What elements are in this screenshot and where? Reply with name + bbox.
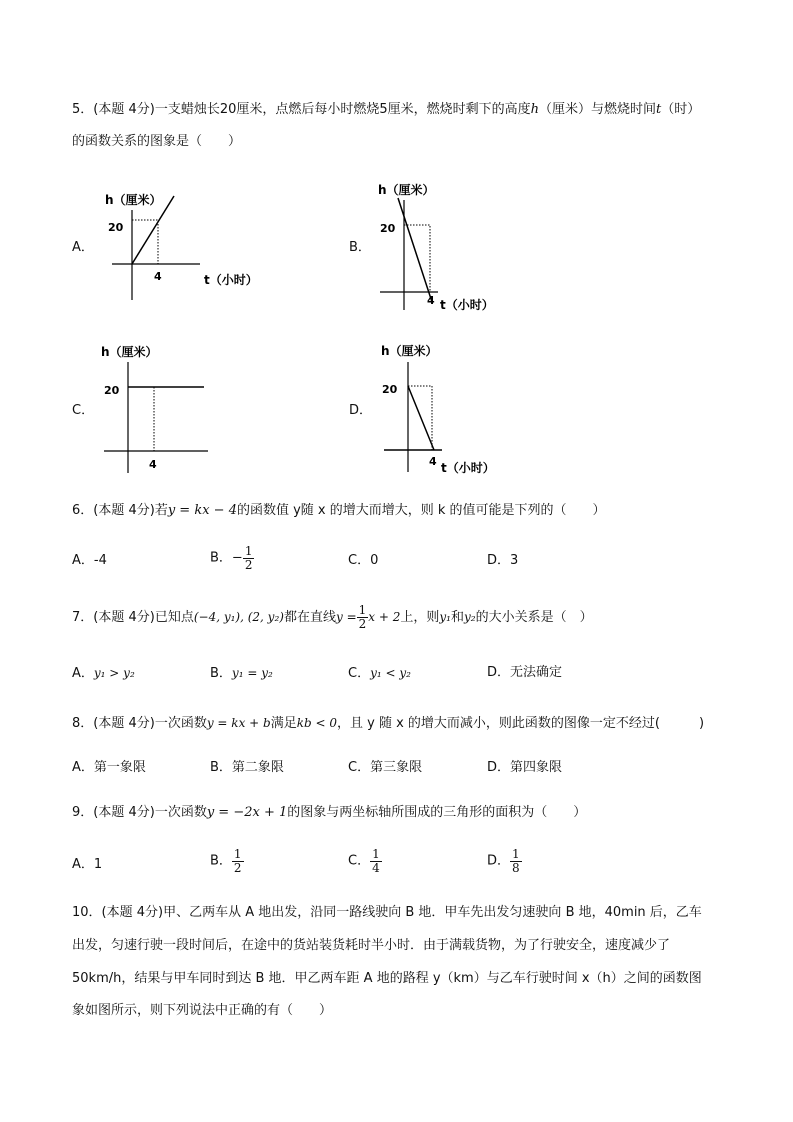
- graph-a-x-axis-label: t（小时）: [204, 273, 258, 287]
- q6-formula: y = kx − 4: [167, 503, 237, 518]
- q6-option-b: B．− $\frac{1}{2}$: [210, 544, 253, 572]
- q7-option-b: B．y₁ = y₂: [210, 666, 273, 681]
- graph-c-y-tick: 20: [104, 384, 120, 397]
- graph-a-y-tick: 20: [108, 221, 124, 234]
- q8-option-c: C．第三象限: [348, 760, 423, 775]
- q9-option-c-fraction: $\frac{1}{4}$: [372, 847, 380, 875]
- q9-option-c: C． $\frac{1}{4}$: [348, 847, 380, 875]
- graph-b-y-tick: 20: [380, 222, 396, 235]
- graph-a-x-tick: 4: [154, 270, 162, 283]
- graph-d-x-tick: 4: [429, 455, 437, 468]
- q7-points: (−4, y₁), (2, y₂): [193, 610, 284, 624]
- graph-c-x-tick: 4: [149, 458, 157, 471]
- q9-formula: y = −2x + 1: [206, 805, 288, 820]
- q9-option-b-fraction: $\frac{1}{2}$: [233, 847, 242, 875]
- graph-b-y-axis-label: h（厘米）: [378, 183, 435, 197]
- q8-condition: kb < 0: [296, 716, 337, 730]
- q8-option-b: B．第二象限: [210, 760, 284, 775]
- q6-stem: 6．(本题 4分)若y = kx − 4的函数值 y随 x 的增大而增大，则 k 的值可能是下列的（ ）: [72, 503, 606, 518]
- graph-b: [374, 176, 534, 316]
- graph-a-y-axis-label: h（厘米）: [105, 193, 162, 207]
- q5-line2: 的函数关系的图象是（ ）: [72, 134, 242, 149]
- graph-a-label: A．: [72, 240, 94, 255]
- graph-d-y-tick: 20: [382, 383, 398, 396]
- graph-d-x-axis-label: t（小时）: [441, 461, 495, 475]
- q7-option-a: A．y₁ > y₂: [72, 666, 135, 681]
- q9-stem: 9．(本题 4分)一次函数y = −2x + 1的图象与两坐标轴所围成的三角形的面积为（ ）: [72, 805, 587, 820]
- q10-line2: 出发，匀速行驶一段时间后，在途中的货站装货耗时半小时．由于满载货物，为了行驶安全，速度减少了: [72, 938, 671, 953]
- q6-option-b-fraction: $\frac{1}{2}$: [244, 544, 253, 572]
- graph-b-x-axis-label: t（小时）: [440, 298, 494, 312]
- graph-d-label: D．: [349, 403, 373, 418]
- q8-option-d: D．第四象限: [487, 760, 563, 775]
- q6-option-a: A．-4: [72, 553, 107, 568]
- q6-option-d: D．3: [487, 553, 519, 568]
- graph-b-label: B．: [349, 240, 371, 255]
- q8-formula: y = kx + b: [206, 716, 271, 730]
- graph-c-y-axis-label: h（厘米）: [101, 345, 158, 359]
- h-var: h: [530, 102, 540, 117]
- q7-option-c: C．y₁ < y₂: [348, 666, 411, 681]
- q7-slope-fraction: $\frac{1}{2}$: [358, 603, 367, 631]
- q9-option-d-fraction: $\frac{1}{8}$: [512, 847, 520, 875]
- graph-c: [98, 340, 248, 475]
- q5-line1: 5．(本题 4分)一支蜡烛长20厘米，点燃后每小时燃烧5厘米，燃烧时剩下的高度h（厘米）与燃烧时间t（时）: [72, 102, 701, 117]
- graph-a: [100, 188, 270, 308]
- q7-stem: 7．(本题 4分)已知点(−4, y₁), (2, y₂)都在直线y = $\frac{1}{2}$ x + 2上，则y₁和y₂的大小关系是（ ）: [72, 603, 593, 631]
- graph-d-y-axis-label: h（厘米）: [381, 344, 438, 358]
- q9-option-b: B． $\frac{1}{2}$: [210, 847, 242, 875]
- q7-option-d: D．无法确定: [487, 665, 563, 680]
- q10-line4: 象如图所示，则下列说法中正确的有（ ）: [72, 1003, 333, 1018]
- q9-option-d: D． $\frac{1}{8}$: [487, 847, 520, 875]
- graph-c-label: C．: [72, 403, 95, 418]
- q10-line3: 50km/h，结果与甲车同时到达 B 地．甲乙两车距 A 地的路程 y（km）与乙车行驶时间 x（h）之间的函数图: [72, 971, 702, 986]
- q8-option-a: A．第一象限: [72, 760, 146, 775]
- graph-d: [378, 338, 538, 478]
- graph-b-x-tick: 4: [427, 294, 435, 307]
- t-var: t: [656, 102, 662, 117]
- q6-option-c: C．0: [348, 553, 379, 568]
- q9-option-a: A．1: [72, 857, 103, 872]
- q10-line1: 10．(本题 4分)甲、乙两车从 A 地出发，沿同一路线驶向 B 地．甲车先出发匀速驶向 B 地，40min 后，乙车: [72, 905, 702, 920]
- q8-stem: 8．(本题 4分)一次函数y = kx + b满足kb < 0，且 y 随 x 的增大而减小，则此函数的图像一定不经过( ): [72, 716, 705, 731]
